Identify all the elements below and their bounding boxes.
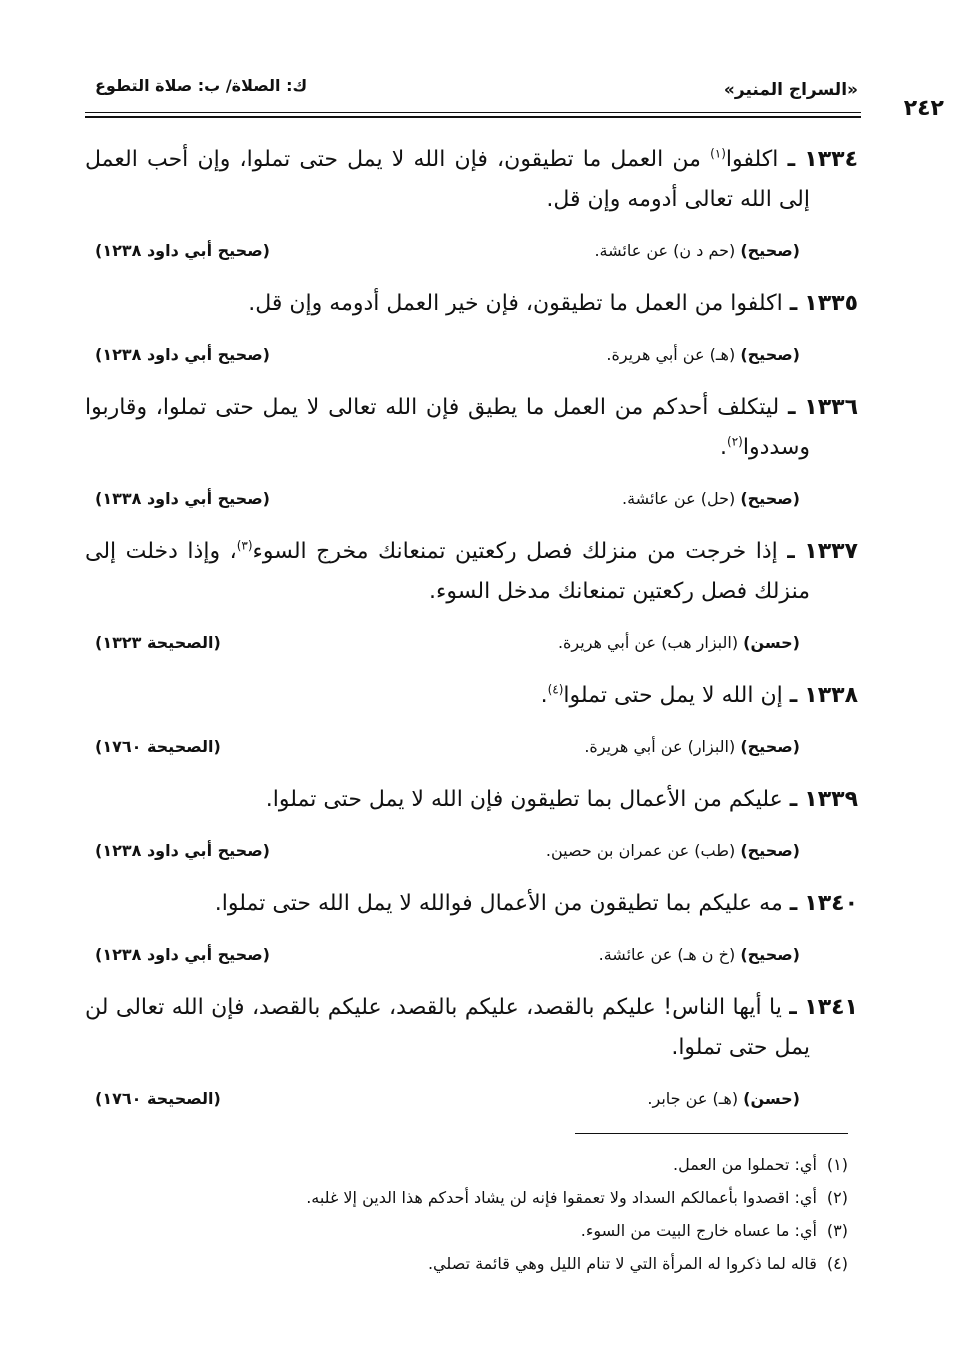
footnote-reference: (١)	[710, 146, 726, 161]
hadith-source-line	[85, 732, 858, 762]
hadith-text-continued: من العمل ما تطيقون، فإن الله لا يمل حتى تملوا، وإن أحب العمل إلى الله تعالى أدومه وإن قل.	[85, 147, 810, 212]
header-double-rule	[85, 112, 861, 118]
hadith-number: ١٣٣٩	[804, 787, 858, 812]
hadith-narration: (البزار هب) عن أبي هريرة.	[557, 633, 739, 652]
hadith-text: ليتكلف أحدكم من العمل ما يطيق فإن الله تعالى لا يمل حتى تملوا، وقاربوا وسددوا	[85, 395, 810, 460]
footnote-marker: (٢)	[826, 1188, 848, 1207]
hadith-narration: (حم د ن) عن عائشة.	[594, 241, 736, 260]
hadith-reference: (صحيح أبي داود ١٣٣٨)	[95, 489, 270, 508]
hadith-entry	[85, 284, 858, 324]
hadith-entry	[85, 676, 858, 716]
hadith-reference: (صحيح أبي داود ١٢٣٨)	[95, 241, 270, 260]
hadith-source	[594, 236, 800, 266]
hadith-text-continued: .	[540, 683, 548, 708]
hadith-reference: (صحيح أبي داود ١٢٣٨)	[95, 345, 270, 364]
hadith-source-line	[85, 236, 858, 266]
hadith-separator: ـ	[789, 291, 798, 316]
hadith-source-line	[85, 340, 858, 370]
hadith-grade: (صحيح)	[740, 489, 800, 508]
hadith-entry	[85, 532, 858, 612]
hadith-number: ١٣٤٠	[804, 891, 858, 916]
footnote	[85, 1181, 848, 1214]
hadith-number: ١٣٣٦	[804, 395, 859, 420]
footnote-text: أي: تحملوا من العمل.	[673, 1155, 817, 1174]
footnote-reference: (٤)	[547, 682, 564, 697]
hadith-reference: (الصحيحة ١٧٦٠)	[95, 1089, 221, 1108]
hadith-list	[85, 140, 858, 1280]
hadith-separator: ـ	[789, 787, 798, 812]
hadith-reference: (صحيح أبي داود ١٢٣٨)	[95, 841, 270, 860]
chapter-running-head: ك: الصلاة/ ب: صلاة التطوع	[95, 76, 308, 95]
hadith-narration: (هـ) عن جابر.	[647, 1089, 739, 1108]
book-title: «السراج المنير»	[723, 80, 858, 100]
footnote-reference: (٣)	[236, 538, 253, 553]
hadith-narration: (هـ) عن أبي هريرة.	[606, 345, 736, 364]
hadith-narration: (حل) عن عائشة.	[622, 489, 736, 508]
hadith-separator: ـ	[787, 147, 796, 172]
hadith-text: اكلفوا	[725, 147, 779, 172]
footnote-text: أي: ما عساه خارج البيت من السوء.	[580, 1221, 817, 1240]
hadith-number: ١٣٣٨	[804, 683, 858, 708]
hadith-number: ١٣٣٧	[804, 539, 858, 564]
hadith-grade: (صحيح)	[740, 241, 800, 260]
hadith-narration: (طب) عن عمران بن حصين.	[545, 841, 736, 860]
hadith-text: إن الله لا يمل حتى تملوا	[563, 683, 783, 708]
hadith-source	[622, 484, 800, 514]
hadith-number: ١٣٤١	[804, 995, 858, 1020]
hadith-source	[546, 836, 800, 866]
hadith-source-line	[85, 484, 858, 514]
hadith-entry	[85, 140, 858, 220]
hadith-reference: (صحيح أبي داود ١٢٣٨)	[95, 945, 270, 964]
hadith-separator: ـ	[788, 395, 796, 420]
hadith-text-continued: .	[720, 435, 728, 460]
hadith-text: مه عليكم بما تطيقون من الأعمال فوالله لا يمل الله حتى تملوا.	[214, 891, 783, 916]
footnote-marker: (١)	[826, 1155, 848, 1174]
hadith-grade: (حسن)	[743, 1089, 800, 1108]
hadith-source	[558, 628, 800, 658]
hadith-entry	[85, 780, 858, 820]
footnote-text: أي: اقصدوا بأعمالكم السداد ولا تعمقوا فإنه لن يشاد أحدكم هذا الدين إلا غلبه.	[306, 1188, 817, 1207]
hadith-entry	[85, 988, 858, 1068]
hadith-entry	[85, 388, 858, 468]
footnote-reference: (٢)	[727, 434, 743, 449]
hadith-grade: (صحيح)	[740, 345, 800, 364]
footnotes	[85, 1148, 858, 1280]
footnote	[85, 1148, 848, 1181]
hadith-separator: ـ	[789, 995, 797, 1020]
hadith-grade: (صحيح)	[740, 841, 800, 860]
footnote-marker: (٤)	[826, 1254, 848, 1273]
hadith-number: ١٣٣٥	[804, 291, 858, 316]
hadith-text: يا أيها الناس! عليكم بالقصد، عليكم بالقصد، عليكم بالقصد، فإن الله تعالى لن يمل حتى تملوا.	[85, 995, 810, 1060]
footnote	[85, 1247, 848, 1280]
footnote-marker: (٣)	[826, 1221, 848, 1240]
hadith-text-continued: ، وإذا دخلت إلى منزلك فصل ركعتين تمنعانك مدخل السوء.	[85, 539, 810, 604]
hadith-text: اكلفوا من العمل ما تطيقون، فإن خير العمل أدومه وإن قل.	[248, 291, 783, 316]
hadith-source	[606, 340, 800, 370]
hadith-source	[647, 1084, 800, 1114]
hadith-number: ١٣٣٤	[804, 147, 858, 172]
hadith-text: إذا خرجت من منزلك فصل ركعتين تمنعانك مخرج السوء	[252, 539, 778, 564]
hadith-source	[584, 732, 800, 762]
hadith-separator: ـ	[789, 683, 798, 708]
hadith-source-line	[85, 940, 858, 970]
hadith-grade: (صحيح)	[740, 737, 800, 756]
hadith-source-line	[85, 836, 858, 866]
hadith-narration: (البزار) عن أبي هريرة.	[584, 737, 736, 756]
hadith-grade: (صحيح)	[740, 945, 800, 964]
hadith-entry	[85, 884, 858, 924]
hadith-source-line	[85, 628, 858, 658]
hadith-narration: (خ ن هـ) عن عائشة.	[598, 945, 736, 964]
hadith-text: عليكم من الأعمال بما تطيقون فإن الله لا يمل حتى تملوا.	[265, 787, 783, 812]
footnote-separator-rule	[575, 1133, 848, 1134]
footnote-text: قاله لما ذكروا له المرأة التي لا تنام الليل وهي قائمة تصلي.	[427, 1254, 817, 1273]
hadith-grade: (حسن)	[743, 633, 800, 652]
page-number: ٢٤٢	[903, 96, 944, 121]
hadith-reference: (الصحيحة ١٣٢٣)	[95, 633, 221, 652]
hadith-separator: ـ	[787, 539, 795, 564]
hadith-separator: ـ	[789, 891, 798, 916]
hadith-source	[599, 940, 800, 970]
hadith-reference: (الصحيحة ١٧٦٠)	[95, 737, 221, 756]
footnote	[85, 1214, 848, 1247]
hadith-source-line	[85, 1084, 858, 1114]
